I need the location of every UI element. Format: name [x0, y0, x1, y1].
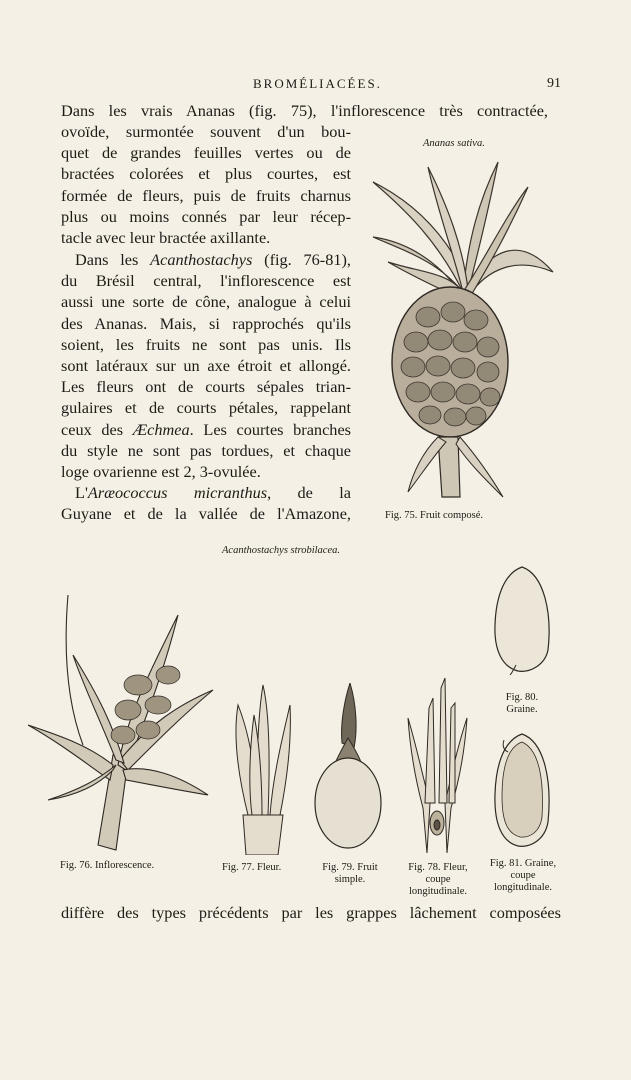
text-line: tacle avec leur bractée axillante.	[61, 228, 271, 248]
seed-section-illustration	[490, 732, 554, 850]
text-line: du Brésil central, l'inflorescence est	[61, 271, 351, 291]
inflorescence-illustration	[28, 595, 218, 855]
simple-fruit-illustration	[312, 683, 384, 853]
text-segment	[167, 483, 193, 502]
text-line	[61, 249, 351, 270]
ananas-caption: Ananas sativa.	[423, 138, 485, 149]
text-line: bractées colorées et plus courtes, est	[61, 164, 351, 184]
fig78-caption-line: coupe	[425, 874, 451, 885]
paragraph-1	[61, 121, 351, 248]
fig76-caption: Fig. 76. Inflorescence.	[60, 860, 155, 871]
seed-illustration	[490, 565, 554, 675]
text-line: soient, les fruits ne sont pas unis. Ils	[61, 334, 351, 354]
fig78-caption-line: Fig. 78. Fleur,	[408, 862, 468, 873]
continuation-line: diffère des types précédents par les grappes lâchement composées	[61, 903, 561, 922]
genus-name: Aræococcus	[87, 483, 168, 502]
fig77-caption: Fig. 77. Fleur.	[222, 862, 282, 873]
running-title: BROMÉLIACÉES.	[253, 76, 382, 91]
running-head	[0, 76, 631, 94]
text-line: sont latéraux sur un axe étroit et allongé.	[61, 356, 351, 376]
fig81-caption	[480, 858, 566, 894]
text-segment: ceux des	[61, 419, 133, 439]
paragraph-1-first-line: Dans les vrais Ananas (fig. 75), l'inflorescence très contractée,	[61, 101, 548, 120]
flower-illustration	[228, 675, 298, 855]
fig79-caption-line: Fig. 79. Fruit	[322, 862, 378, 873]
fig81-caption-line: Fig. 81. Graine,	[489, 858, 557, 869]
text-line: quet de grandes feuilles vertes ou de	[61, 143, 351, 163]
fig79-caption-line: simple.	[334, 874, 366, 885]
text-line: Les fleurs ont de courts sépales trian-	[61, 377, 351, 397]
fig78-caption	[394, 862, 482, 898]
text-line	[61, 482, 351, 503]
text-line: ovoïde, surmontée souvent d'un bou-	[61, 122, 351, 141]
genus-name: Acanthostachys	[150, 250, 253, 269]
flower-section-illustration	[405, 668, 470, 853]
fig81-caption-line: longitudinale.	[493, 882, 553, 893]
text-line	[61, 419, 351, 440]
text-line: aussi une sorte de cône, analogue à celui	[61, 292, 351, 312]
fig79-caption	[312, 862, 388, 886]
fig80-caption-line: Fig. 80.	[505, 692, 539, 703]
page-number: 91	[547, 76, 561, 91]
acanthostachys-caption: Acanthostachys strobilacea.	[222, 545, 341, 556]
text-segment: . Les courtes branches	[189, 419, 352, 439]
fig80-caption	[490, 692, 554, 716]
fig75-caption: Fig. 75. Fruit composé.	[385, 510, 484, 521]
text-line: des Ananas. Mais, si rapprochés qu'ils	[61, 313, 351, 333]
fig81-caption-line: coupe	[510, 870, 536, 881]
text-line: formée de fleurs, puis de fruits charnus	[61, 185, 351, 205]
paragraph-2	[61, 249, 351, 482]
text-line: loge ovarienne est 2, 3-ovulée.	[61, 462, 261, 482]
paragraph-3	[61, 482, 351, 524]
pineapple-illustration	[368, 152, 558, 502]
fig80-caption-line: Graine.	[506, 704, 538, 715]
text-line: Guyane et de la vallée de l'Amazone,	[61, 504, 351, 524]
text-line: du style ne sont pas tordues, et chaque	[61, 440, 351, 460]
text-segment: (fig. 76-81),	[252, 250, 351, 269]
text-line: gulaires et de courts pétales, rappelant	[61, 398, 351, 418]
text-line: plus ou moins connés par leur récep-	[61, 206, 351, 226]
fig78-caption-line: longitudinale.	[408, 886, 468, 897]
text-segment: Dans les	[75, 250, 151, 269]
text-segment: , de la	[267, 483, 351, 502]
genus-name: Æchmea	[132, 419, 190, 439]
species-name: micranthus	[193, 483, 268, 502]
text-segment: L'	[75, 483, 88, 502]
